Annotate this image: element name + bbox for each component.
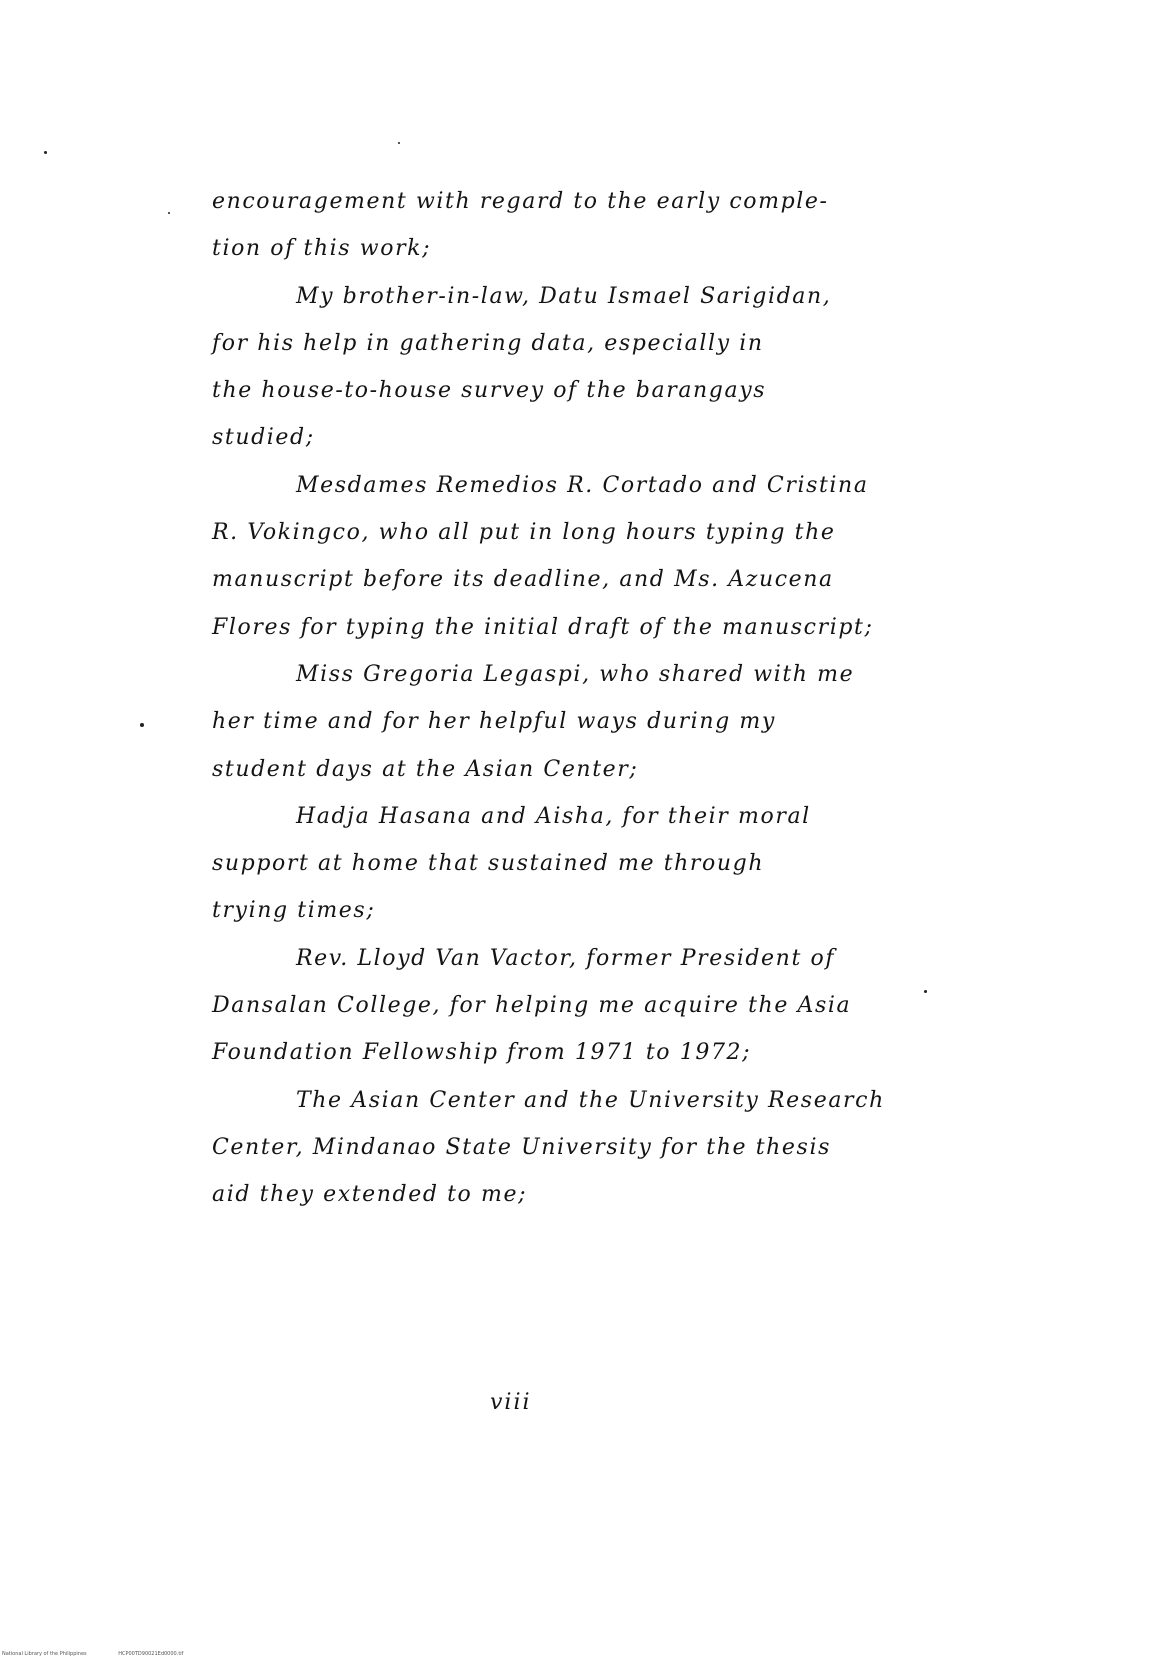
text-line: trying times; <box>212 898 376 924</box>
acknowledgements-text <box>212 178 1012 1219</box>
text-line: Foundation Fellowship from 1971 to 1972; <box>212 1040 752 1066</box>
text-line: manuscript before its deadline, and Ms. Azucena <box>212 567 834 593</box>
text-line: My brother-in-law, Datu Ismael Sarigidan, <box>296 283 832 309</box>
scan-speck <box>168 212 170 214</box>
text-line: Dansalan College, for helping me acquire the Asia <box>212 993 852 1019</box>
text-line: tion of this work; <box>212 236 432 262</box>
text-line: R. Vokingco, who all put in long hours typing the <box>212 520 836 546</box>
text-line: Flores for typing the initial draft of the manuscript; <box>212 614 874 640</box>
text-line: for his help in gathering data, especially in <box>212 330 764 356</box>
text-line: her time and for her helpful ways during my <box>212 709 776 735</box>
text-line: encouragement with regard to the early comple- <box>212 189 829 214</box>
footer-file-id: HCP00TD90021Ed0000.tif <box>118 1651 184 1657</box>
scan-speck <box>924 990 927 993</box>
text-line: studied; <box>212 425 315 451</box>
scan-speck <box>140 723 144 727</box>
text-line: The Asian Center and the University Research <box>296 1087 885 1113</box>
scan-speck <box>398 142 400 144</box>
text-line: Miss Gregoria Legaspi, who shared with me <box>296 661 855 687</box>
footer-library-name: National Library of the Philippines <box>2 1651 87 1657</box>
text-line: Center, Mindanao State University for the thesis <box>212 1134 831 1160</box>
text-line: aid they extended to me; <box>212 1182 528 1208</box>
text-line: Hadja Hasana and Aisha, for their moral <box>296 803 811 829</box>
page-number: viii <box>490 1390 532 1415</box>
text-line: the house-to-house survey of the barangays <box>212 378 767 404</box>
text-line: Mesdames Remedios R. Cortado and Cristina <box>296 472 869 498</box>
text-line: support at home that sustained me through <box>212 851 765 877</box>
scan-speck <box>44 151 47 154</box>
text-line: student days at the Asian Center; <box>212 756 639 782</box>
scan-footer <box>2 1651 302 1657</box>
text-line: Rev. Lloyd Van Vactor, former President of <box>296 945 836 971</box>
